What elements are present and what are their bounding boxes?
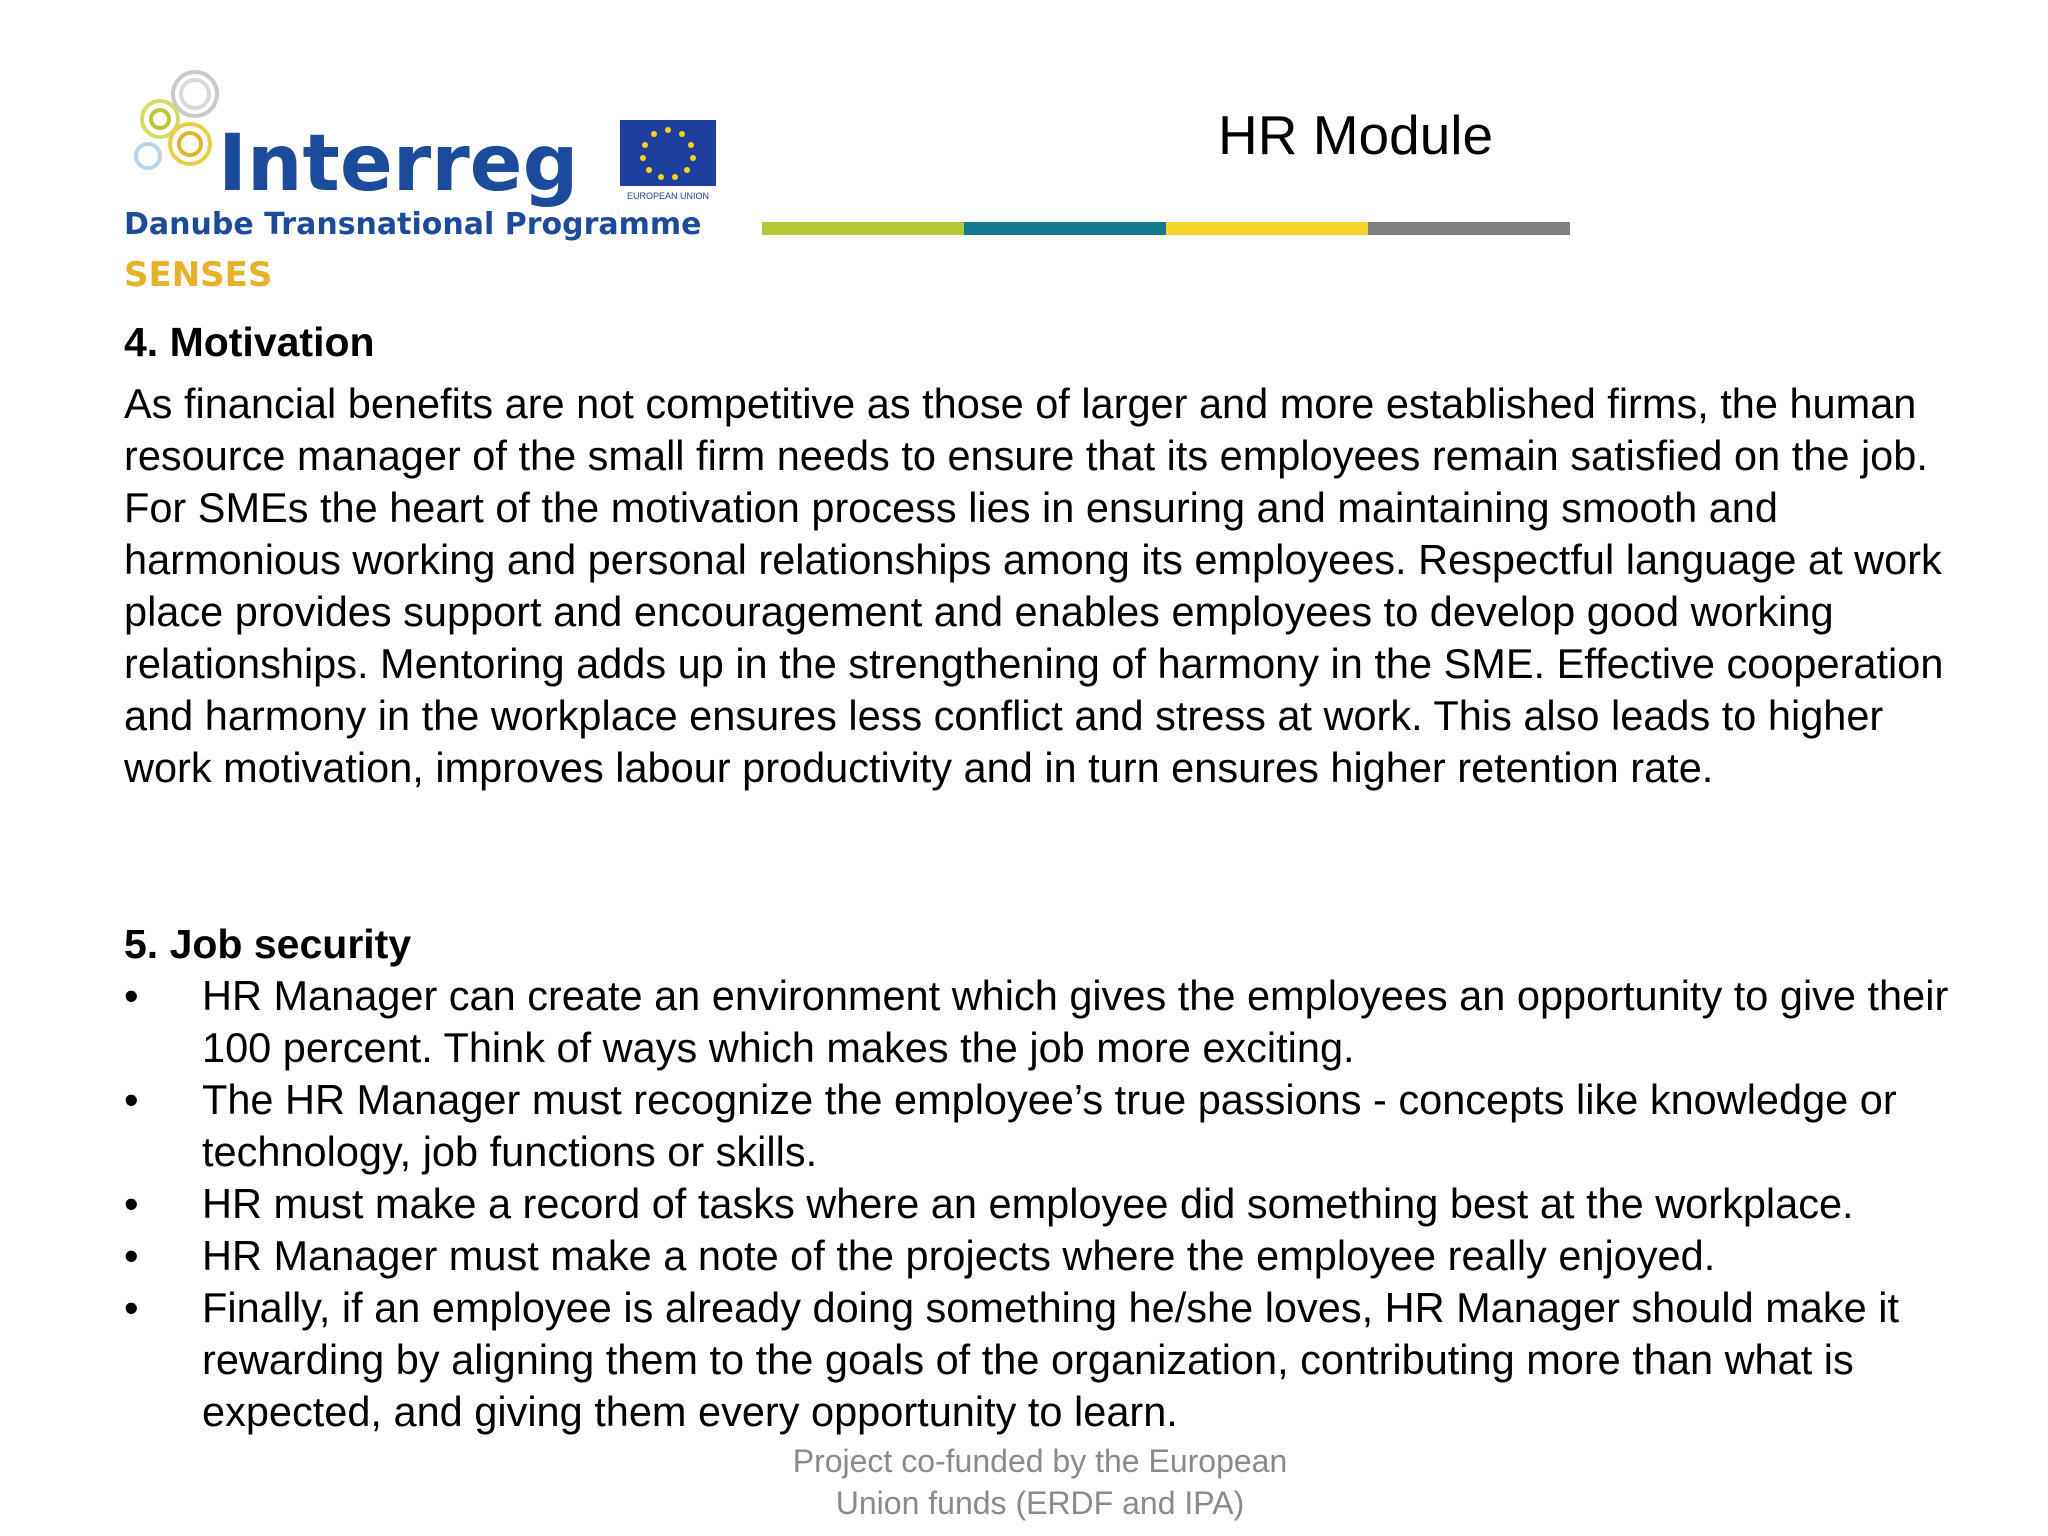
- programme-name: Danube Transnational Programme: [124, 207, 702, 242]
- color-bar-segment: [1166, 222, 1368, 235]
- list-item-text: Finally, if an employee is already doing something he/she loves, HR Manager should make it rewarding by aligning them to the goals of the organization, contributing more than what is expected, and giving them every opportunity to learn.: [202, 1284, 1900, 1435]
- list-item: [124, 1074, 1954, 1178]
- list-item-text: The HR Manager must recognize the employee’s true passions - concepts like knowledge or technology, job functions or skills.: [202, 1076, 1897, 1175]
- color-bar-segment: [964, 222, 1166, 235]
- interreg-logo: [120, 64, 730, 304]
- motivation-paragraph: As financial benefits are not competitive as those of larger and more established firms, the human resource manager of the small firm needs to ensure that its employees remain satisfied on the job. For SMEs the heart of the motivation process lies in ensuring and maintaining smooth and harmonious working and personal relationships among its employees. Respectful language at work place provides support and encouragement and enables employees to develop good working relationships. Mentoring adds up in the strengthening of harmony in the SME. Effective cooperation and harmony in the workplace ensures less conflict and stress at work. This also leads to higher work motivation, improves labour productivity and in turn ensures higher retention rate.: [124, 380, 1944, 791]
- bullet-icon: •: [124, 1284, 139, 1331]
- list-item: [124, 970, 1954, 1074]
- list-item-text: HR must make a record of tasks where an employee did something best at the workplace.: [202, 1180, 1854, 1227]
- color-bar-segment: [1368, 222, 1570, 235]
- job-security-list: [124, 970, 1954, 1438]
- logo-wordmark: Interreg: [218, 119, 579, 209]
- list-item: [124, 1230, 1954, 1282]
- list-item-text: HR Manager can create an environment which gives the employees an opportunity to give their 100 percent. Think of ways which makes the job more exciting.: [202, 972, 1949, 1071]
- list-item-text: HR Manager must make a note of the projects where the employee really enjoyed.: [202, 1232, 1716, 1279]
- section-heading-motivation: 4. Motivation: [124, 319, 375, 365]
- section-heading-job-security: 5. Job security: [124, 921, 412, 967]
- list-item: [124, 1178, 1954, 1230]
- list-item: [124, 1282, 1954, 1438]
- bullet-icon: •: [124, 1076, 139, 1123]
- bullet-icon: •: [124, 972, 139, 1019]
- footer-line: Project co-funded by the European: [792, 1443, 1288, 1479]
- interreg-logo-graphic: [120, 64, 730, 304]
- bullet-icon: •: [124, 1180, 139, 1227]
- funding-footer: [700, 1440, 1380, 1524]
- page-title: HR Module: [1218, 104, 1494, 166]
- footer-line: Union funds (ERDF and IPA): [835, 1485, 1245, 1521]
- color-bar-segment: [762, 222, 964, 235]
- eu-label: EUROPEAN UNION: [626, 191, 710, 201]
- color-bar: [762, 222, 1570, 235]
- bullet-icon: •: [124, 1232, 139, 1279]
- project-name: SENSES: [124, 255, 273, 295]
